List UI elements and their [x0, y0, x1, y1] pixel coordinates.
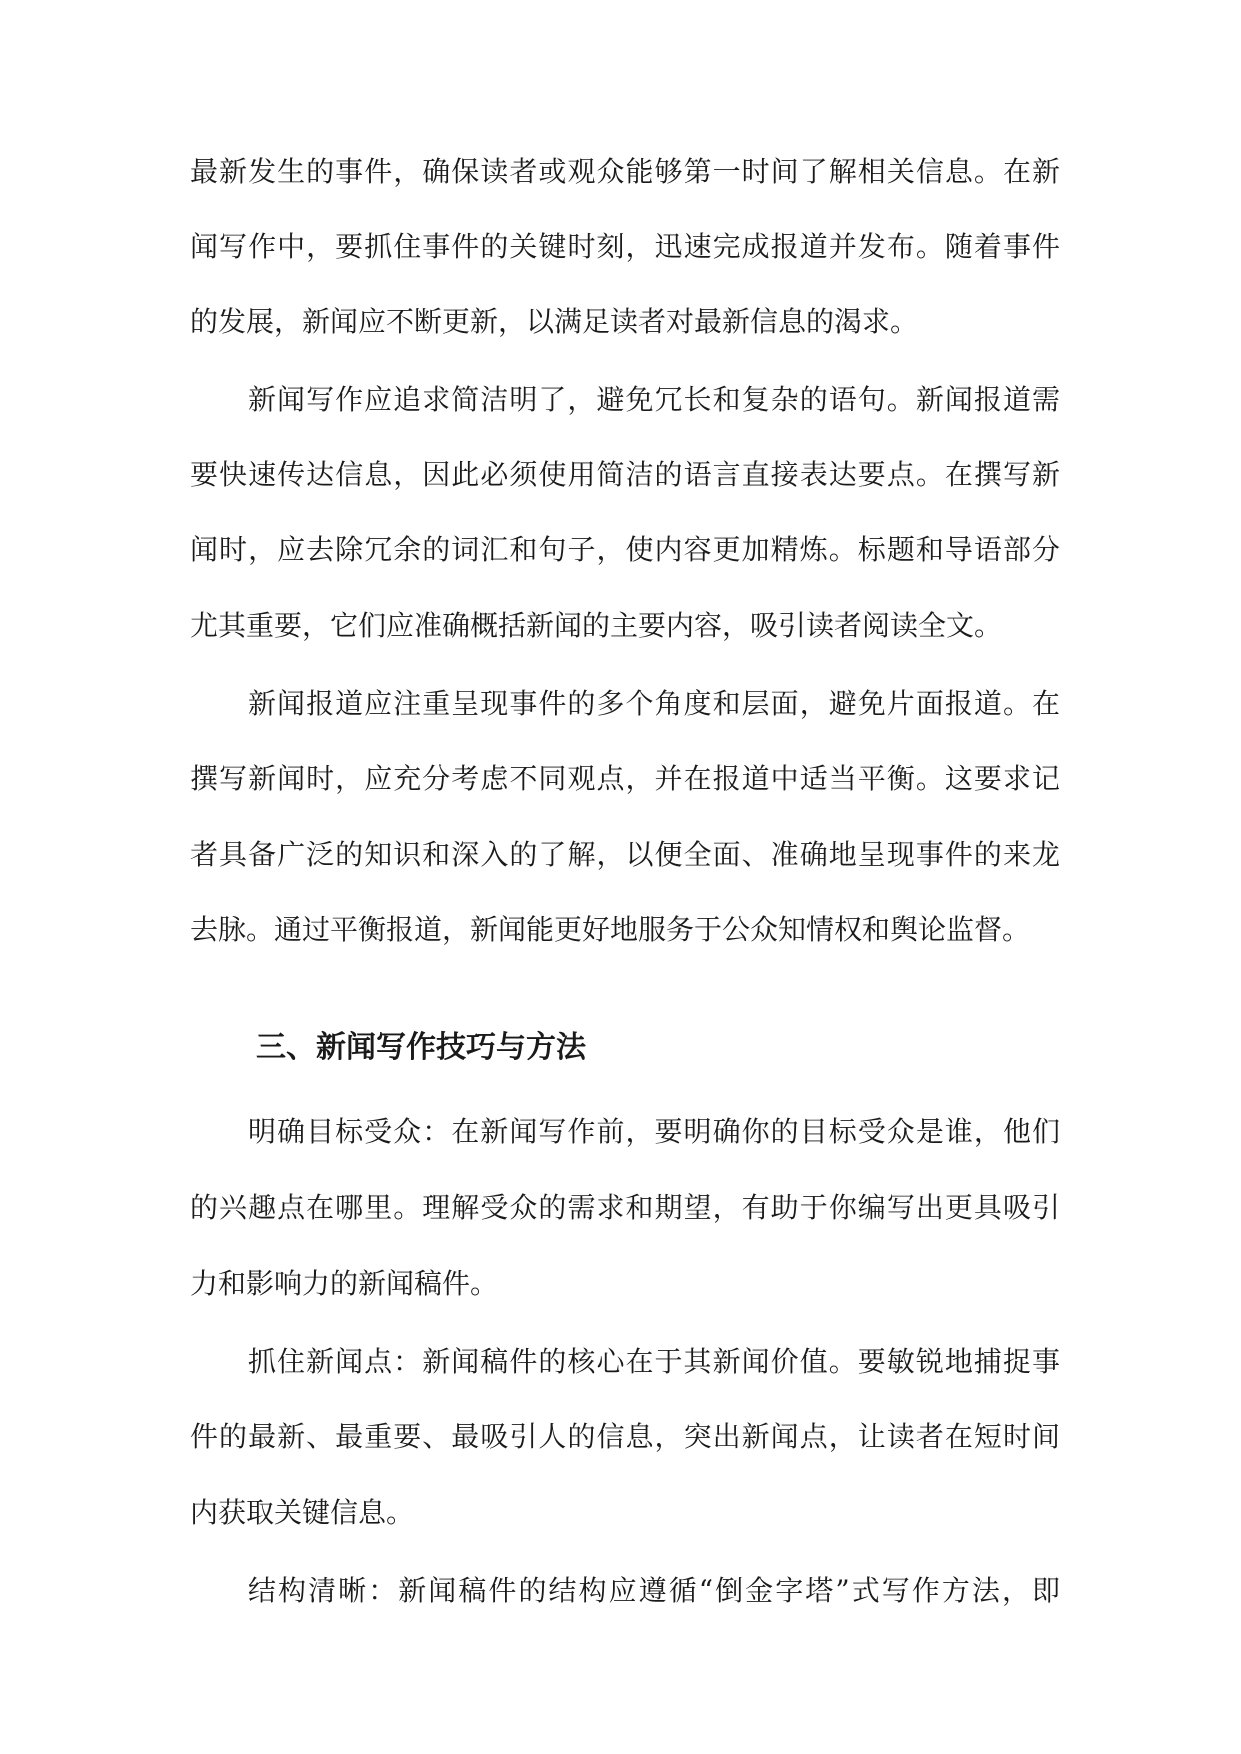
paragraph-4-line-3: 力和影响力的新闻稿件。 — [190, 1267, 499, 1300]
paragraph-5-line-2: 件的最新、最重要、最吸引人的信息，突出新闻点，让读者在短时间 — [190, 1420, 1060, 1453]
paragraph-3-line-1: 新闻报道应注重呈现事件的多个角度和层面，避免片面报道。在 — [248, 687, 1060, 720]
paragraph-1-line-1: 最新发生的事件，确保读者或观众能够第一时间了解相关信息。在新 — [190, 155, 1060, 188]
paragraph-2-line-1: 新闻写作应追求简洁明了，避免冗长和复杂的语句。新闻报道需 — [248, 383, 1060, 416]
paragraph-3-line-2: 撰写新闻时，应充分考虑不同观点，并在报道中适当平衡。这要求记 — [190, 762, 1060, 795]
paragraph-3-line-3: 者具备广泛的知识和深入的了解，以便全面、准确地呈现事件的来龙 — [190, 838, 1060, 871]
paragraph-1-line-2: 闻写作中，要抓住事件的关键时刻，迅速完成报道并发布。随着事件 — [190, 230, 1060, 263]
section-heading: 三、新闻写作技巧与方法 — [256, 1030, 586, 1065]
paragraph-4-line-2: 的兴趣点在哪里。理解受众的需求和期望，有助于你编写出更具吸引 — [190, 1191, 1060, 1224]
paragraph-2-line-4: 尤其重要，它们应准确概括新闻的主要内容，吸引读者阅读全文。 — [190, 609, 1003, 642]
paragraph-1-line-3: 的发展，新闻应不断更新，以满足读者对最新信息的渴求。 — [190, 305, 919, 338]
paragraph-3-line-4: 去脉。通过平衡报道，新闻能更好地服务于公众知情权和舆论监督。 — [190, 913, 1031, 946]
paragraph-6-line-1: 结构清晰：新闻稿件的结构应遵循“倒金字塔”式写作方法，即 — [248, 1574, 1060, 1607]
paragraph-2-line-2: 要快速传达信息，因此必须使用简洁的语言直接表达要点。在撰写新 — [190, 458, 1060, 491]
paragraph-4-line-1: 明确目标受众：在新闻写作前，要明确你的目标受众是谁，他们 — [248, 1115, 1060, 1148]
paragraph-2-line-3: 闻时，应去除冗余的词汇和句子，使内容更加精炼。标题和导语部分 — [190, 533, 1060, 566]
paragraph-5-line-3: 内获取关键信息。 — [190, 1496, 415, 1529]
paragraph-5-line-1: 抓住新闻点：新闻稿件的核心在于其新闻价值。要敏锐地捕捉事 — [248, 1345, 1060, 1378]
